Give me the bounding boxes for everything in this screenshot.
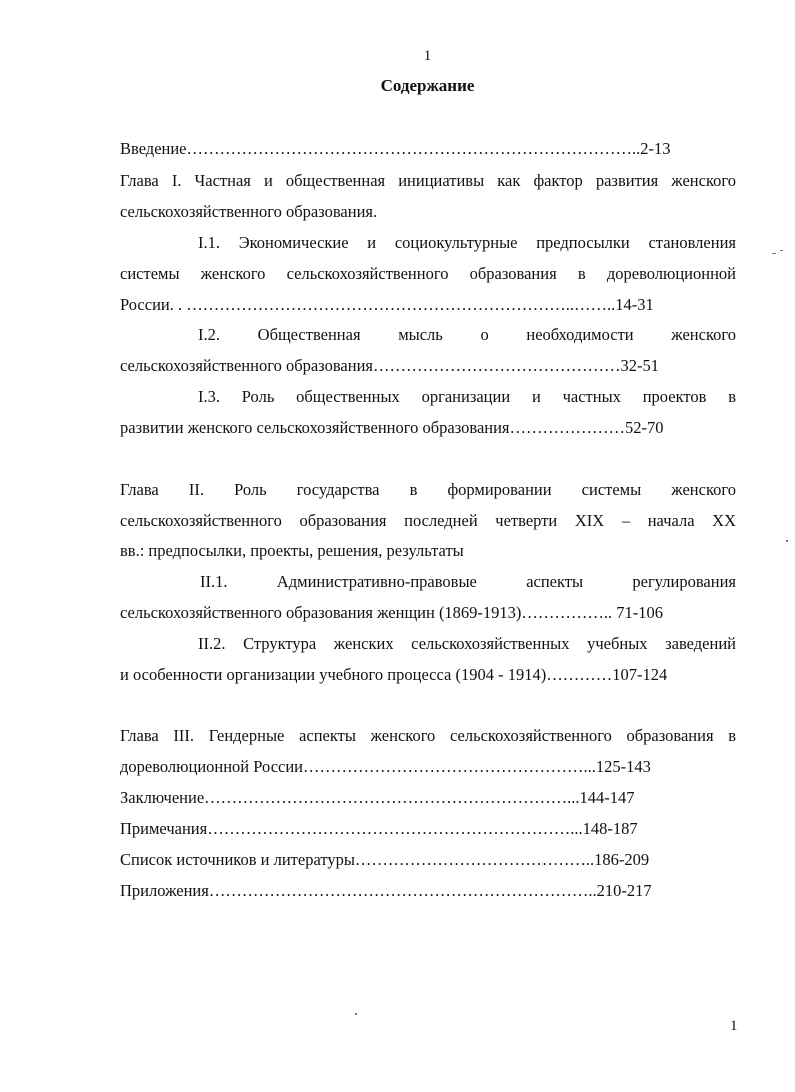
toc-chapter-2-line-2: сельскохозяйственного образования последней четверти XIX – начала XX xyxy=(120,511,736,530)
scan-speck xyxy=(786,540,788,542)
scan-speck xyxy=(780,250,783,251)
page-title: Содержание xyxy=(380,76,475,95)
toc-section-1-1-line-2: системы женского сельскохозяйственного образования в дореволюционной xyxy=(120,264,736,283)
bottom-page-number: 1 xyxy=(730,1018,738,1034)
toc-chapter-1-line-2: сельскохозяйственного образования. xyxy=(120,202,378,221)
toc-chapter-2-line-1: Глава II. Роль государства в формировании системы женского xyxy=(120,480,736,499)
toc-section-2-1-line-1: II.1. Административно-правовые аспекты регулирования xyxy=(200,572,736,591)
toc-notes: Примечания…………………………………………………………...148-187 xyxy=(120,819,638,838)
toc-section-1-1-line-1: I.1. Экономические и социокультурные предпосылки становления xyxy=(198,233,736,252)
top-page-number: 1 xyxy=(423,48,432,64)
toc-section-1-3-line-1: I.3. Роль общественных организации и частных проектов в xyxy=(198,387,736,406)
toc-chapter-3-line-1: Глава III. Гендерные аспекты женского сельскохозяйственного образования в xyxy=(120,726,736,745)
toc-chapter-2-line-3: вв.: предпосылки, проекты, решения, результаты xyxy=(120,541,464,560)
toc-conclusion: Заключение…………………………………………………………...144-147 xyxy=(120,788,635,807)
scan-speck xyxy=(355,1013,357,1015)
toc-intro: Введение………………………………………………………………………..2-13 xyxy=(120,139,671,158)
toc-chapter-3-line-2: дореволюционной России……………………………………………...125-143 xyxy=(120,757,651,776)
toc-chapter-1-line-1: Глава I. Частная и общественная инициативы как фактор развития женского xyxy=(120,171,736,190)
toc-section-2-2-line-1: II.2. Структура женских сельскохозяйственных учебных заведений xyxy=(198,634,736,653)
scan-speck xyxy=(772,253,776,254)
toc-section-2-1-line-2: сельскохозяйственного образования женщин (1869-1913)…………….. 71-106 xyxy=(120,603,664,622)
toc-section-2-2-line-2: и особенности организации учебного процесса (1904 - 1914)…………107-124 xyxy=(120,665,668,684)
toc-section-1-2-line-1: I.2. Общественная мысль о необходимости женского xyxy=(198,325,736,344)
toc-section-1-3-line-2: развитии женского сельскохозяйственного образования…………………52-70 xyxy=(120,418,664,437)
toc-section-1-1-line-3: России. . ……………………………………………………………..……..14-31 xyxy=(120,295,654,314)
toc-sources: Список источников и литературы……………………………………..186-209 xyxy=(120,850,650,869)
toc-appendix: Приложения……………………………………………………………..210-217 xyxy=(120,881,652,900)
toc-section-1-2-line-2: сельскохозяйственного образования………………………………………32-51 xyxy=(120,356,659,375)
